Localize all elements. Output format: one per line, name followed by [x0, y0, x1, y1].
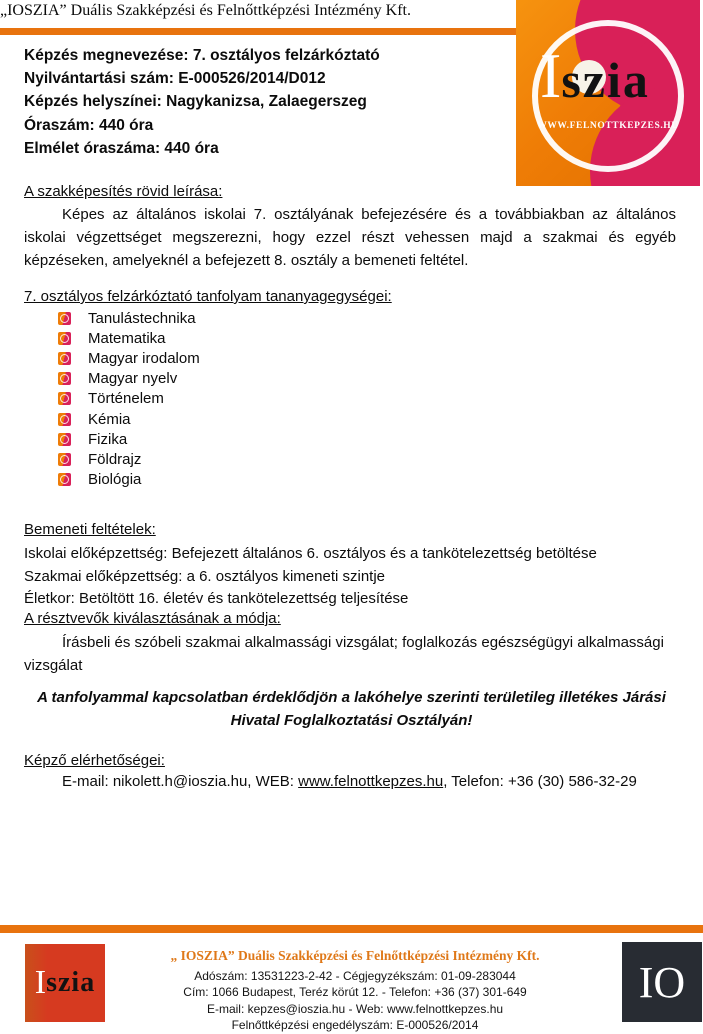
- ioszia-bullet-icon: [58, 473, 71, 486]
- section-heading-entry-requirements: Bemeneti feltételek:: [24, 521, 156, 538]
- logo-wordmark: [540, 40, 650, 111]
- footer-ioszia-logo: [25, 944, 105, 1022]
- section-heading-short-description: A szakképesítés rövid leírása:: [24, 183, 223, 200]
- contact-suffix: , Telefon: +36 (30) 586-32-29: [443, 773, 637, 790]
- selection-paragraph: Írásbeli és szóbeli szakmai alkalmassági vizsgálat; foglalkozás egészségügyi alkalmassági vizsgálat: [24, 634, 664, 674]
- footer-company-name: „ IOSZIA” Duális Szakképzési és Felnőttképzési Intézmény Kft.: [170, 948, 540, 963]
- entry-requirement-line: Életkor: Betöltött 16. életév és tankötelezettség teljesítése: [24, 590, 409, 608]
- list-item: [58, 308, 200, 328]
- entry-requirements-block: [24, 543, 597, 611]
- ioszia-logo: [516, 0, 700, 186]
- list-item: [58, 328, 200, 348]
- entry-requirement-line: Szakmai előképzettség: a 6. osztályos kimeneti szintje: [24, 567, 386, 585]
- unit-label: Matematika: [88, 329, 166, 347]
- footer-logo-letter-i: I: [34, 964, 47, 1001]
- ioszia-bullet-icon: [58, 352, 71, 365]
- unit-label: Fizika: [88, 430, 128, 448]
- list-item: [58, 470, 200, 490]
- list-item: [58, 369, 200, 389]
- unit-label: Földrajz: [88, 450, 142, 468]
- footer-address-line: Cím: 1066 Budapest, Teréz körút 12. - Telefon: +36 (37) 301-649: [183, 985, 527, 1000]
- logo-letters-szia: szia: [561, 52, 650, 108]
- unit-label: Magyar irodalom: [88, 349, 200, 367]
- unit-label: Biológia: [88, 471, 142, 489]
- section-heading-selection: A résztvevők kiválasztásának a módja:: [24, 610, 281, 627]
- course-locations-line: Képzés helyszínei: Nagykanizsa, Zalaegerszeg: [24, 93, 367, 111]
- header-divider-bar: [0, 28, 517, 35]
- unit-label: Történelem: [88, 390, 164, 408]
- section-heading-contact: Képző elérhetőségei:: [24, 752, 165, 769]
- ioszia-bullet-icon: [58, 312, 71, 325]
- info-notice: A tanfolyammal kapcsolatban érdeklődjön a lakóhelye szerinti területileg illetékes Járási Hivatal Foglalkoztatási Osztályán!: [37, 689, 666, 729]
- website-link[interactable]: www.felnottkepzes.hu: [298, 773, 444, 790]
- list-item: [58, 389, 200, 409]
- footer-contact-block: [110, 948, 600, 1034]
- list-item: [58, 449, 200, 469]
- theory-hours-line: Elmélet óraszáma: 440 óra: [24, 139, 219, 157]
- unit-label: Tanulástechnika: [88, 309, 196, 327]
- ioszia-bullet-icon: [58, 453, 71, 466]
- contact-line: [24, 773, 637, 790]
- ioszia-bullet-icon: [58, 332, 71, 345]
- footer-email-web-line: E-mail: kepzes@ioszia.hu - Web: www.felnottkepzes.hu: [206, 1001, 504, 1016]
- footer-license-line: Felnőttképzési engedélyszám: E-000526/2014: [231, 1018, 479, 1033]
- footer-logo-letters-szia: szia: [46, 967, 96, 998]
- course-name-line: Képzés megnevezése: 7. osztályos felzárkóztató: [24, 47, 380, 64]
- unit-label: Kémia: [88, 410, 131, 428]
- list-item: [58, 429, 200, 449]
- page-title: „IOSZIA” Duális Szakképzési és Felnőttképzési Intézmény Kft.: [0, 2, 411, 19]
- hours-line: Óraszám: 440 óra: [24, 116, 154, 134]
- list-item: [58, 348, 200, 368]
- list-item: [58, 409, 200, 429]
- contact-prefix: E-mail: nikolett.h@ioszia.hu, WEB:: [62, 773, 299, 790]
- logo-letter-i: I: [540, 40, 562, 111]
- registration-number-line: Nyilvántartási szám: E-000526/2014/D012: [24, 70, 326, 88]
- section-heading-units: 7. osztályos felzárkóztató tanfolyam tananyagegységei:: [24, 288, 392, 305]
- ioszia-bullet-icon: [58, 433, 71, 446]
- short-description-paragraph: Képes az általános iskolai 7. osztályának befejezésére és a továbbiakban az általános iskolai végzettséget megszerezni, hogy ezzel részt vehessen majd a szakmai és egyéb képzéseken, amelyeknél a befejezett 8. osztály a bemeneti feltétel.: [24, 206, 676, 269]
- footer-io-letters: IO: [638, 957, 686, 1007]
- unit-label: Magyar nyelv: [88, 370, 178, 388]
- ioszia-bullet-icon: [58, 413, 71, 426]
- course-header-block: [24, 44, 380, 160]
- entry-requirement-line: Iskolai előképzettség: Befejezett általános 6. osztályos és a tankötelezettség betöltése: [24, 545, 597, 562]
- ioszia-bullet-icon: [58, 392, 71, 405]
- footer-io-logo: [622, 942, 702, 1022]
- logo-url-text: WWW.FELNOTTKEPZES.HU: [537, 121, 679, 131]
- footer-divider-bar: [0, 925, 703, 933]
- course-units-list: [58, 308, 200, 490]
- footer-tax-line: Adószám: 13531223-2-42 - Cégjegyzékszám: 01-09-283044: [194, 969, 516, 983]
- ioszia-bullet-icon: [58, 372, 71, 385]
